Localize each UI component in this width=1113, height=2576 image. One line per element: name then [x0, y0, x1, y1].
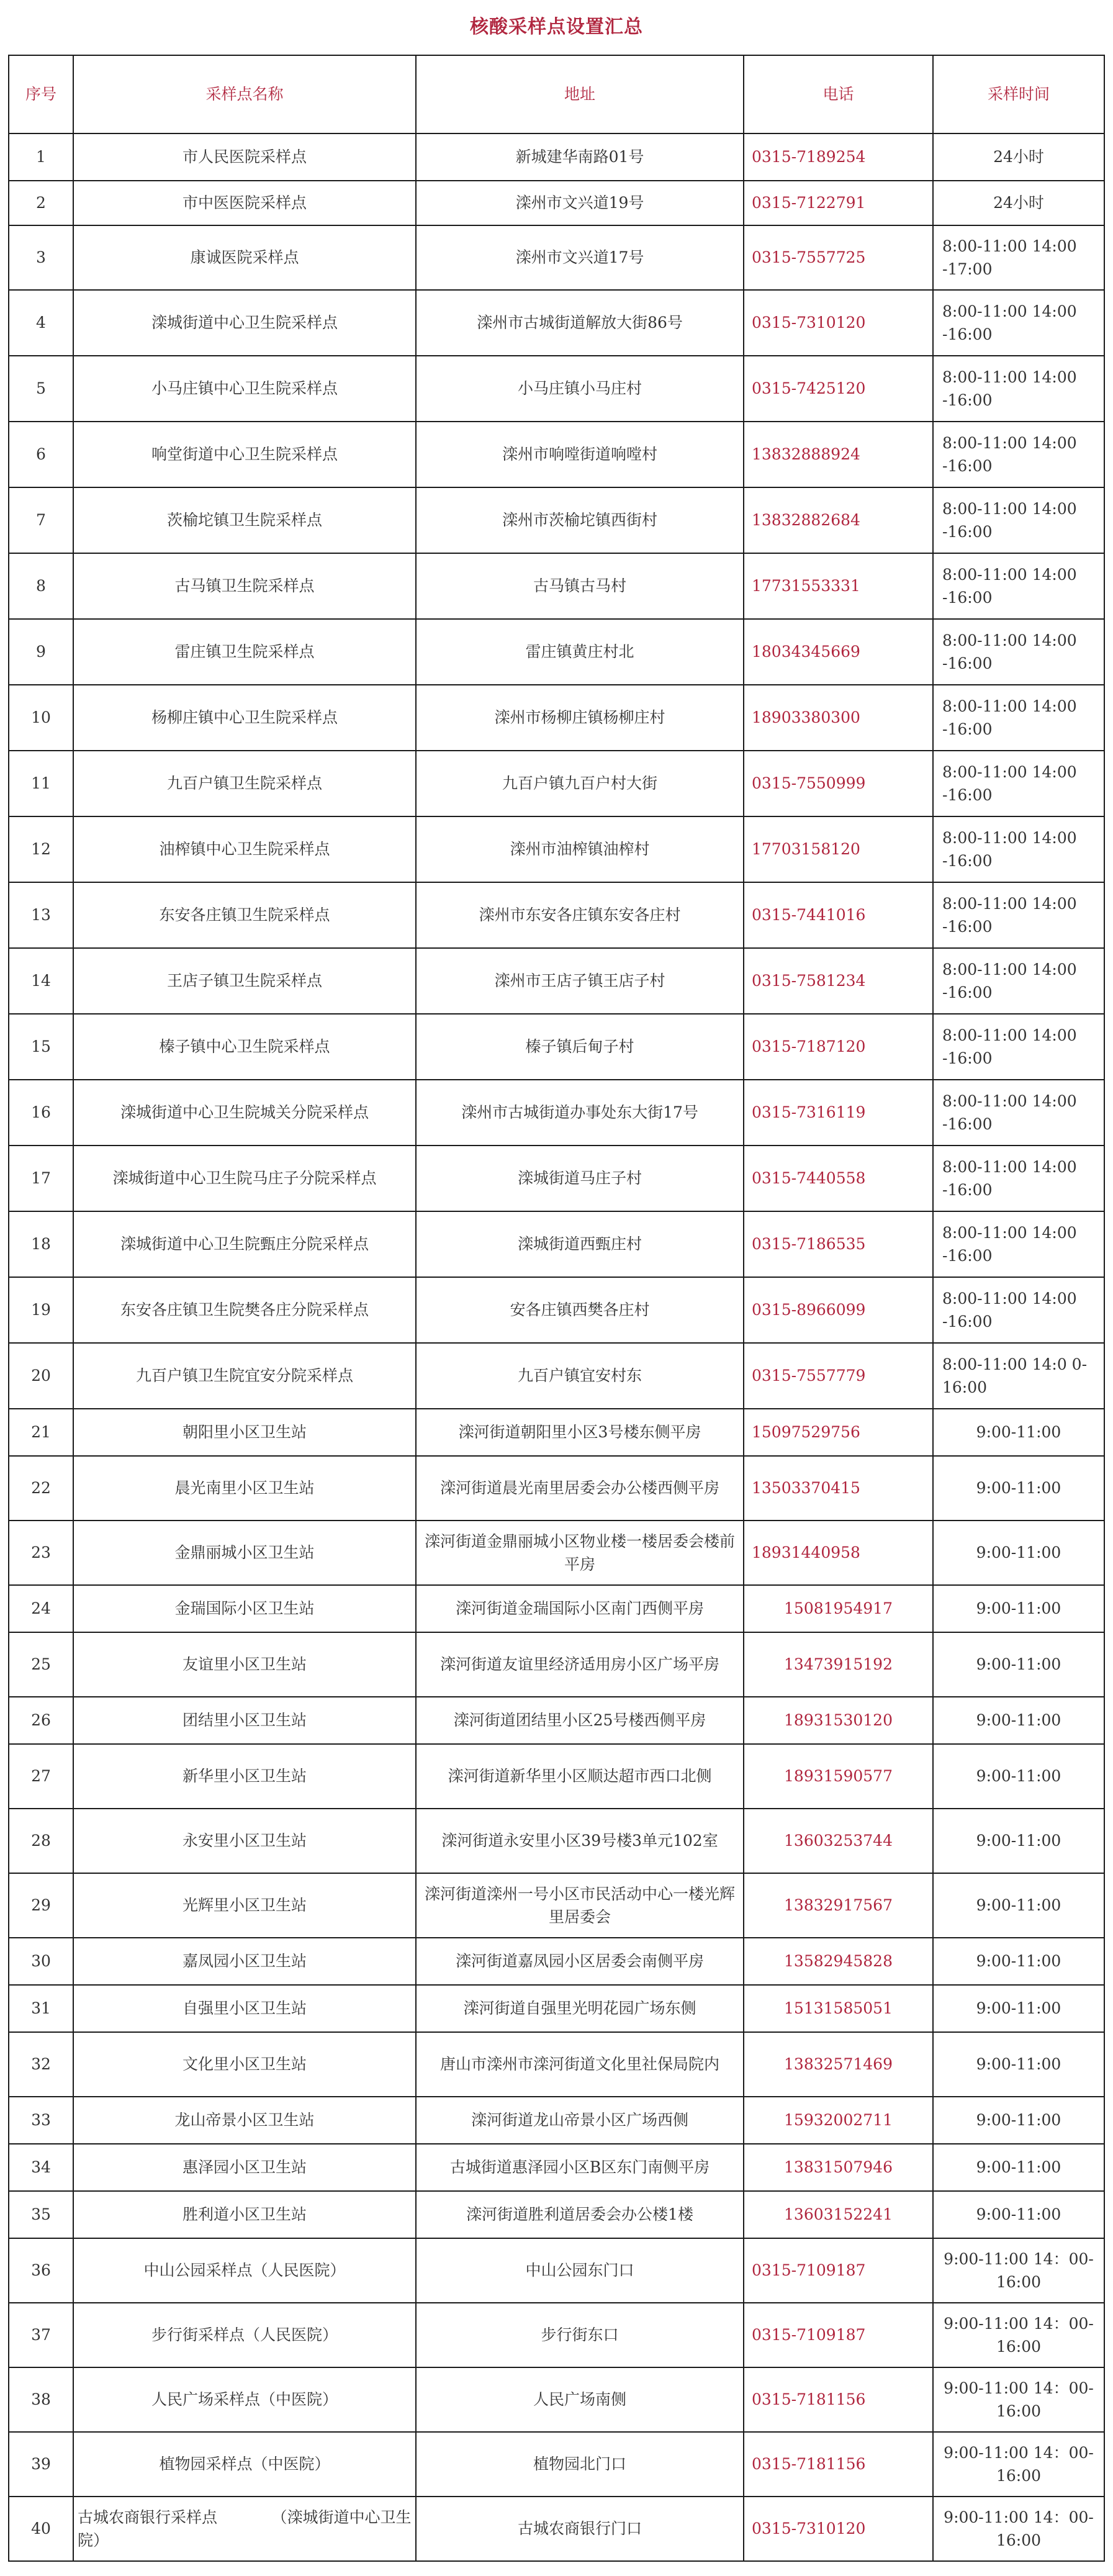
table-row [9, 1080, 1104, 1146]
cell-hours: 9:00-11:00 14：00-16:00 [933, 2432, 1104, 2497]
cell-phone: 0315-7122791 [744, 181, 933, 225]
header-address: 地址 [416, 55, 744, 133]
cell-phone: 0315-7189254 [744, 133, 933, 181]
cell-site-name: 植物园采样点（中医院） [73, 2432, 416, 2497]
cell-address: 植物园北门口 [416, 2432, 744, 2497]
cell-no: 21 [9, 1409, 73, 1456]
cell-hours: 8:00-11:00 14:00 -16:00 [933, 948, 1104, 1014]
cell-phone: 0315-7181156 [744, 2367, 933, 2432]
cell-site-name: 市人民医院采样点 [73, 133, 416, 181]
cell-phone: 17703158120 [744, 816, 933, 882]
cell-no: 19 [9, 1277, 73, 1343]
table-row [9, 1014, 1104, 1080]
cell-phone: 13603253744 [744, 1809, 933, 1873]
cell-phone: 13832571469 [744, 2032, 933, 2097]
cell-hours: 24小时 [933, 133, 1104, 181]
cell-hours: 8:00-11:00 14:00 -16:00 [933, 487, 1104, 553]
cell-site-name: 人民广场采样点（中医院） [73, 2367, 416, 2432]
cell-phone: 13831507946 [744, 2144, 933, 2191]
cell-address: 新城建华南路01号 [416, 133, 744, 181]
cell-phone: 13582945828 [744, 1938, 933, 1985]
cell-site-name: 中山公园采样点（人民医院） [73, 2238, 416, 2303]
table-row [9, 181, 1104, 225]
cell-no: 3 [9, 225, 73, 290]
cell-address: 步行街东口 [416, 2303, 744, 2367]
cell-phone: 0315-7557725 [744, 225, 933, 290]
cell-hours: 9:00-11:00 [933, 1744, 1104, 1809]
cell-phone: 0315-7581234 [744, 948, 933, 1014]
cell-phone: 0315-7181156 [744, 2432, 933, 2497]
cell-no: 8 [9, 553, 73, 619]
table-row [9, 2191, 1104, 2238]
cell-phone: 13832882684 [744, 487, 933, 553]
cell-address: 中山公园东门口 [416, 2238, 744, 2303]
cell-address: 滦州市东安各庄镇东安各庄村 [416, 882, 744, 948]
cell-address: 滦州市文兴道17号 [416, 225, 744, 290]
cell-no: 40 [9, 2497, 73, 2561]
table-row [9, 816, 1104, 882]
cell-site-name: 东安各庄镇卫生院樊各庄分院采样点 [73, 1277, 416, 1343]
cell-hours: 9:00-11:00 [933, 1809, 1104, 1873]
table-row [9, 1873, 1104, 1938]
cell-address: 人民广场南侧 [416, 2367, 744, 2432]
cell-site-name: 市中医医院采样点 [73, 181, 416, 225]
cell-phone: 15932002711 [744, 2097, 933, 2144]
table-row [9, 1938, 1104, 1985]
cell-site-name: 响堂街道中心卫生院采样点 [73, 422, 416, 487]
header-name: 采样点名称 [73, 55, 416, 133]
cell-hours: 9:00-11:00 14：00-16:00 [933, 2367, 1104, 2432]
cell-site-name: 惠泽园小区卫生站 [73, 2144, 416, 2191]
cell-hours: 9:00-11:00 14：00-16:00 [933, 2303, 1104, 2367]
cell-no: 5 [9, 356, 73, 422]
cell-address: 滦州市古城街道办事处东大街17号 [416, 1080, 744, 1146]
cell-site-name: 团结里小区卫生站 [73, 1697, 416, 1744]
header-no: 序号 [9, 55, 73, 133]
cell-site-name: 胜利道小区卫生站 [73, 2191, 416, 2238]
cell-hours: 9:00-11:00 [933, 1456, 1104, 1521]
cell-address: 滦州市文兴道19号 [416, 181, 744, 225]
cell-phone: 0315-7441016 [744, 882, 933, 948]
cell-no: 9 [9, 619, 73, 685]
cell-site-name: 永安里小区卫生站 [73, 1809, 416, 1873]
cell-address: 滦河街道自强里光明花园广场东侧 [416, 1985, 744, 2032]
cell-address: 滦河街道朝阳里小区3号楼东侧平房 [416, 1409, 744, 1456]
cell-site-name: 滦城街道中心卫生院甄庄分院采样点 [73, 1211, 416, 1277]
cell-site-name: 朝阳里小区卫生站 [73, 1409, 416, 1456]
cell-phone: 13503370415 [744, 1456, 933, 1521]
cell-hours: 8:00-11:00 14:00 -16:00 [933, 882, 1104, 948]
cell-address: 滦州市杨柳庄镇杨柳庄村 [416, 685, 744, 751]
cell-hours: 9:00-11:00 14：00-16:00 [933, 2238, 1104, 2303]
cell-hours: 9:00-11:00 14：00-16:00 [933, 2497, 1104, 2561]
cell-no: 18 [9, 1211, 73, 1277]
cell-no: 26 [9, 1697, 73, 1744]
cell-no: 6 [9, 422, 73, 487]
cell-phone: 13473915192 [744, 1632, 933, 1697]
cell-address: 九百户镇九百户村大街 [416, 751, 744, 816]
cell-site-name: 步行街采样点（人民医院） [73, 2303, 416, 2367]
table-row [9, 882, 1104, 948]
cell-phone: 0315-7440558 [744, 1146, 933, 1211]
cell-site-name: 龙山帝景小区卫生站 [73, 2097, 416, 2144]
cell-address: 雷庄镇黄庄村北 [416, 619, 744, 685]
cell-address: 滦河街道金鼎丽城小区物业楼一楼居委会楼前平房 [416, 1521, 744, 1585]
cell-address: 榛子镇后甸子村 [416, 1014, 744, 1080]
cell-address: 滦州市王店子镇王店子村 [416, 948, 744, 1014]
cell-site-name: 友谊里小区卫生站 [73, 1632, 416, 1697]
cell-phone: 18034345669 [744, 619, 933, 685]
table-row [9, 751, 1104, 816]
cell-no: 32 [9, 2032, 73, 2097]
cell-no: 4 [9, 290, 73, 356]
cell-address: 古城街道惠泽园小区B区东门南侧平房 [416, 2144, 744, 2191]
cell-phone: 0315-7310120 [744, 2497, 933, 2561]
cell-hours: 8:00-11:00 14:00 -16:00 [933, 356, 1104, 422]
cell-phone: 18903380300 [744, 685, 933, 751]
table-row [9, 2432, 1104, 2497]
table-row [9, 1985, 1104, 2032]
cell-no: 22 [9, 1456, 73, 1521]
cell-phone: 18931530120 [744, 1697, 933, 1744]
cell-address: 滦州市茨榆坨镇西街村 [416, 487, 744, 553]
cell-site-name: 九百户镇卫生院宜安分院采样点 [73, 1343, 416, 1409]
cell-site-name: 金瑞国际小区卫生站 [73, 1585, 416, 1632]
cell-phone: 0315-7109187 [744, 2303, 933, 2367]
cell-no: 30 [9, 1938, 73, 1985]
table-row [9, 1277, 1104, 1343]
cell-address: 滦河街道金瑞国际小区南门西侧平房 [416, 1585, 744, 1632]
cell-site-name: 九百户镇卫生院采样点 [73, 751, 416, 816]
cell-no: 1 [9, 133, 73, 181]
cell-phone: 0315-7550999 [744, 751, 933, 816]
cell-no: 11 [9, 751, 73, 816]
table-row [9, 1632, 1104, 1697]
table-row [9, 2497, 1104, 2561]
table-row [9, 685, 1104, 751]
table-row [9, 422, 1104, 487]
table-row [9, 487, 1104, 553]
cell-phone: 17731553331 [744, 553, 933, 619]
cell-hours: 8:00-11:00 14:00 -16:00 [933, 1014, 1104, 1080]
cell-site-name: 古马镇卫生院采样点 [73, 553, 416, 619]
cell-phone: 18931440958 [744, 1521, 933, 1585]
cell-phone: 13603152241 [744, 2191, 933, 2238]
cell-address: 滦河街道友谊里经济适用房小区广场平房 [416, 1632, 744, 1697]
cell-address: 滦州市响嘡街道响嘡村 [416, 422, 744, 487]
cell-site-name: 东安各庄镇卫生院采样点 [73, 882, 416, 948]
cell-site-name: 新华里小区卫生站 [73, 1744, 416, 1809]
cell-hours: 9:00-11:00 [933, 1938, 1104, 1985]
cell-address: 安各庄镇西樊各庄村 [416, 1277, 744, 1343]
cell-no: 34 [9, 2144, 73, 2191]
table-row [9, 1343, 1104, 1409]
table-row [9, 1809, 1104, 1873]
sampling-sites-table [8, 55, 1105, 2562]
cell-address: 滦河街道永安里小区39号楼3单元102室 [416, 1809, 744, 1873]
cell-site-name: 金鼎丽城小区卫生站 [73, 1521, 416, 1585]
cell-hours: 8:00-11:00 14:00 -16:00 [933, 619, 1104, 685]
cell-hours: 9:00-11:00 [933, 2097, 1104, 2144]
cell-no: 39 [9, 2432, 73, 2497]
table-row [9, 2238, 1104, 2303]
table-row [9, 2303, 1104, 2367]
table-row [9, 356, 1104, 422]
cell-address: 滦州市油榨镇油榨村 [416, 816, 744, 882]
cell-phone: 15081954917 [744, 1585, 933, 1632]
cell-address: 唐山市滦州市滦河街道文化里社保局院内 [416, 2032, 744, 2097]
cell-address: 滦河街道嘉凤园小区居委会南侧平房 [416, 1938, 744, 1985]
cell-no: 37 [9, 2303, 73, 2367]
header-phone: 电话 [744, 55, 933, 133]
cell-address: 九百户镇宜安村东 [416, 1343, 744, 1409]
cell-address: 古马镇古马村 [416, 553, 744, 619]
cell-hours: 8:00-11:00 14:00 -17:00 [933, 225, 1104, 290]
cell-site-name: 自强里小区卫生站 [73, 1985, 416, 2032]
cell-no: 35 [9, 2191, 73, 2238]
cell-no: 7 [9, 487, 73, 553]
table-row [9, 2032, 1104, 2097]
cell-hours: 8:00-11:00 14:00 -16:00 [933, 816, 1104, 882]
cell-phone: 0315-7557779 [744, 1343, 933, 1409]
cell-address: 滦河街道晨光南里居委会办公楼西侧平房 [416, 1456, 744, 1521]
cell-hours: 8:00-11:00 14:00 -16:00 [933, 422, 1104, 487]
table-row [9, 1456, 1104, 1521]
cell-no: 16 [9, 1080, 73, 1146]
cell-no: 28 [9, 1809, 73, 1873]
cell-site-name: 茨榆坨镇卫生院采样点 [73, 487, 416, 553]
table-row [9, 133, 1104, 181]
cell-site-name: 文化里小区卫生站 [73, 2032, 416, 2097]
table-row [9, 2367, 1104, 2432]
cell-no: 25 [9, 1632, 73, 1697]
cell-hours: 8:00-11:00 14:0 0-16:00 [933, 1343, 1104, 1409]
cell-phone: 0315-7187120 [744, 1014, 933, 1080]
cell-address: 滦河街道胜利道居委会办公楼1楼 [416, 2191, 744, 2238]
cell-site-name: 王店子镇卫生院采样点 [73, 948, 416, 1014]
cell-no: 17 [9, 1146, 73, 1211]
cell-no: 33 [9, 2097, 73, 2144]
cell-hours: 9:00-11:00 [933, 2191, 1104, 2238]
cell-no: 10 [9, 685, 73, 751]
cell-site-name: 杨柳庄镇中心卫生院采样点 [73, 685, 416, 751]
cell-address: 滦城街道西甄庄村 [416, 1211, 744, 1277]
cell-site-name: 滦城街道中心卫生院采样点 [73, 290, 416, 356]
table-row [9, 1211, 1104, 1277]
cell-no: 27 [9, 1744, 73, 1809]
cell-no: 31 [9, 1985, 73, 2032]
cell-phone: 0315-7425120 [744, 356, 933, 422]
cell-hours: 8:00-11:00 14:00 -16:00 [933, 1080, 1104, 1146]
cell-hours: 9:00-11:00 [933, 1985, 1104, 2032]
table-row [9, 1146, 1104, 1211]
cell-address: 滦河街道团结里小区25号楼西侧平房 [416, 1697, 744, 1744]
header-hours: 采样时间 [933, 55, 1104, 133]
cell-hours: 9:00-11:00 [933, 2144, 1104, 2191]
cell-site-name: 油榨镇中心卫生院采样点 [73, 816, 416, 882]
cell-hours: 9:00-11:00 [933, 1697, 1104, 1744]
cell-hours: 8:00-11:00 14:00 -16:00 [933, 1146, 1104, 1211]
cell-site-name: 滦城街道中心卫生院城关分院采样点 [73, 1080, 416, 1146]
cell-no: 23 [9, 1521, 73, 1585]
cell-hours: 8:00-11:00 14:00 -16:00 [933, 1211, 1104, 1277]
cell-site-name: 嘉凤园小区卫生站 [73, 1938, 416, 1985]
cell-site-name: 晨光南里小区卫生站 [73, 1456, 416, 1521]
cell-no: 2 [9, 181, 73, 225]
cell-no: 24 [9, 1585, 73, 1632]
cell-address: 滦河街道新华里小区顺达超市西口北侧 [416, 1744, 744, 1809]
cell-site-name: 小马庄镇中心卫生院采样点 [73, 356, 416, 422]
table-row [9, 290, 1104, 356]
table-row [9, 619, 1104, 685]
table-row [9, 2144, 1104, 2191]
cell-phone: 0315-7310120 [744, 290, 933, 356]
cell-no: 12 [9, 816, 73, 882]
cell-no: 20 [9, 1343, 73, 1409]
cell-hours: 8:00-11:00 14:00 -16:00 [933, 1277, 1104, 1343]
cell-hours: 8:00-11:00 14:00 -16:00 [933, 290, 1104, 356]
table-body [9, 133, 1104, 2561]
table-row [9, 225, 1104, 290]
cell-site-name: 光辉里小区卫生站 [73, 1873, 416, 1938]
cell-hours: 9:00-11:00 [933, 2032, 1104, 2097]
cell-hours: 24小时 [933, 181, 1104, 225]
table-row [9, 1585, 1104, 1632]
cell-hours: 9:00-11:00 [933, 1585, 1104, 1632]
cell-phone: 0315-7109187 [744, 2238, 933, 2303]
cell-site-name: 榛子镇中心卫生院采样点 [73, 1014, 416, 1080]
cell-no: 15 [9, 1014, 73, 1080]
cell-site-name: 雷庄镇卫生院采样点 [73, 619, 416, 685]
table-header-row [9, 55, 1104, 133]
cell-hours: 9:00-11:00 [933, 1521, 1104, 1585]
cell-no: 29 [9, 1873, 73, 1938]
cell-hours: 9:00-11:00 [933, 1632, 1104, 1697]
cell-phone: 0315-7186535 [744, 1211, 933, 1277]
cell-phone: 15097529756 [744, 1409, 933, 1456]
cell-phone: 13832888924 [744, 422, 933, 487]
cell-hours: 8:00-11:00 14:00 -16:00 [933, 751, 1104, 816]
cell-address: 滦河街道滦州一号小区市民活动中心一楼光辉里居委会 [416, 1873, 744, 1938]
cell-address: 滦州市古城街道解放大街86号 [416, 290, 744, 356]
table-row [9, 2097, 1104, 2144]
table-row [9, 1521, 1104, 1585]
page-title: 核酸采样点设置汇总 [470, 16, 643, 38]
cell-no: 38 [9, 2367, 73, 2432]
cell-phone: 13832917567 [744, 1873, 933, 1938]
cell-no: 36 [9, 2238, 73, 2303]
cell-no: 13 [9, 882, 73, 948]
table-row [9, 1697, 1104, 1744]
table-row [9, 553, 1104, 619]
table-row [9, 1409, 1104, 1456]
cell-site-name: 古城农商银行采样点 （滦城街道中心卫生院） [73, 2497, 416, 2561]
table-row [9, 948, 1104, 1014]
cell-hours: 9:00-11:00 [933, 1409, 1104, 1456]
table-row [9, 1744, 1104, 1809]
cell-hours: 8:00-11:00 14:00 -16:00 [933, 685, 1104, 751]
cell-phone: 0315-7316119 [744, 1080, 933, 1146]
cell-address: 古城农商银行门口 [416, 2497, 744, 2561]
cell-address: 小马庄镇小马庄村 [416, 356, 744, 422]
cell-phone: 0315-8966099 [744, 1277, 933, 1343]
cell-phone: 18931590577 [744, 1744, 933, 1809]
cell-site-name: 康诚医院采样点 [73, 225, 416, 290]
cell-hours: 8:00-11:00 14:00 -16:00 [933, 553, 1104, 619]
cell-no: 14 [9, 948, 73, 1014]
cell-phone: 15131585051 [744, 1985, 933, 2032]
cell-address: 滦河街道龙山帝景小区广场西侧 [416, 2097, 744, 2144]
cell-site-name: 滦城街道中心卫生院马庄子分院采样点 [73, 1146, 416, 1211]
cell-hours: 9:00-11:00 [933, 1873, 1104, 1938]
cell-address: 滦城街道马庄子村 [416, 1146, 744, 1211]
